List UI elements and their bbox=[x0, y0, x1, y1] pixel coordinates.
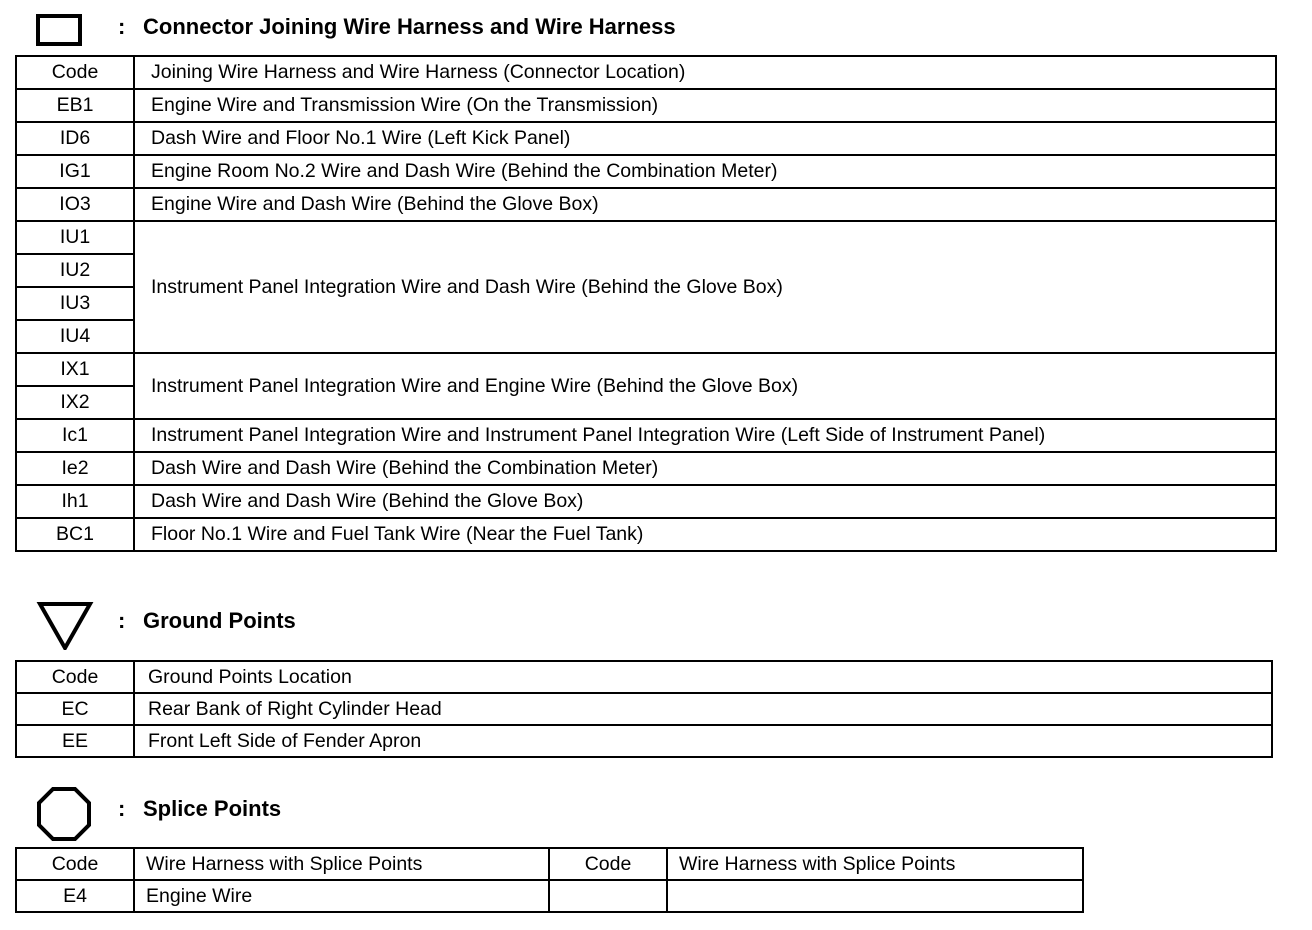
connector-table bbox=[15, 55, 1277, 552]
table-row bbox=[16, 221, 1276, 254]
connector-code: IG1 bbox=[16, 155, 134, 188]
table-row bbox=[16, 485, 1276, 518]
connector-location: Instrument Panel Integration Wire and Instrument Panel Integration Wire (Left Side of Instrument Panel) bbox=[134, 419, 1276, 452]
ground-location: Front Left Side of Fender Apron bbox=[134, 725, 1272, 757]
table-row bbox=[16, 122, 1276, 155]
connector-location: Instrument Panel Integration Wire and Dash Wire (Behind the Glove Box) bbox=[134, 221, 1276, 353]
connector-code: BC1 bbox=[16, 518, 134, 551]
connector-code: IX1 bbox=[16, 353, 134, 386]
table-row bbox=[16, 188, 1276, 221]
connector-location: Dash Wire and Floor No.1 Wire (Left Kick Panel) bbox=[134, 122, 1276, 155]
connector-code: IO3 bbox=[16, 188, 134, 221]
splice-table-header-row bbox=[16, 848, 1083, 880]
table-row bbox=[16, 452, 1276, 485]
connector-location: Engine Wire and Transmission Wire (On the Transmission) bbox=[134, 89, 1276, 122]
splice-section-colon: : bbox=[118, 796, 126, 821]
table-row bbox=[16, 155, 1276, 188]
splice-harness bbox=[667, 880, 1083, 912]
splice-section-title: Splice Points bbox=[143, 796, 282, 821]
connector-section-header bbox=[36, 8, 796, 58]
splice-header-harness: Wire Harness with Splice Points bbox=[667, 848, 1083, 880]
connector-location: Dash Wire and Dash Wire (Behind the Combination Meter) bbox=[134, 452, 1276, 485]
table-row bbox=[16, 725, 1272, 757]
connector-code: ID6 bbox=[16, 122, 134, 155]
ground-header-code: Code bbox=[16, 661, 134, 693]
connector-code: IU1 bbox=[16, 221, 134, 254]
splice-harness: Engine Wire bbox=[134, 880, 549, 912]
splice-octagon-icon bbox=[36, 786, 92, 842]
table-row bbox=[16, 693, 1272, 725]
table-row bbox=[16, 89, 1276, 122]
ground-section-colon: : bbox=[118, 608, 126, 633]
ground-table-header-row bbox=[16, 661, 1272, 693]
connector-header-code: Code bbox=[16, 56, 134, 89]
splice-header-code: Code bbox=[549, 848, 667, 880]
ground-code: EE bbox=[16, 725, 134, 757]
connector-location: Engine Wire and Dash Wire (Behind the Glove Box) bbox=[134, 188, 1276, 221]
ground-header-location: Ground Points Location bbox=[134, 661, 1272, 693]
table-row bbox=[16, 353, 1276, 386]
ground-table bbox=[15, 660, 1273, 758]
connector-code: EB1 bbox=[16, 89, 134, 122]
connector-section-colon: : bbox=[118, 14, 126, 39]
splice-code bbox=[549, 880, 667, 912]
ground-section-header bbox=[36, 600, 436, 650]
splice-section-header bbox=[36, 786, 436, 836]
connector-table-header-row bbox=[16, 56, 1276, 89]
connector-code: Ie2 bbox=[16, 452, 134, 485]
connector-code: IU2 bbox=[16, 254, 134, 287]
connector-header-location: Joining Wire Harness and Wire Harness (Connector Location) bbox=[134, 56, 1276, 89]
connector-code: IU3 bbox=[16, 287, 134, 320]
connector-location: Instrument Panel Integration Wire and Engine Wire (Behind the Glove Box) bbox=[134, 353, 1276, 419]
connector-code: Ic1 bbox=[16, 419, 134, 452]
connector-location: Dash Wire and Dash Wire (Behind the Glove Box) bbox=[134, 485, 1276, 518]
ground-section-title: Ground Points bbox=[143, 608, 296, 633]
connector-code: Ih1 bbox=[16, 485, 134, 518]
connector-code: IX2 bbox=[16, 386, 134, 419]
splice-header-harness: Wire Harness with Splice Points bbox=[134, 848, 549, 880]
connector-location: Floor No.1 Wire and Fuel Tank Wire (Near the Fuel Tank) bbox=[134, 518, 1276, 551]
table-row bbox=[16, 419, 1276, 452]
ground-location: Rear Bank of Right Cylinder Head bbox=[134, 693, 1272, 725]
connector-code: IU4 bbox=[16, 320, 134, 353]
connector-location: Engine Room No.2 Wire and Dash Wire (Behind the Combination Meter) bbox=[134, 155, 1276, 188]
splice-header-code: Code bbox=[16, 848, 134, 880]
splice-table bbox=[15, 847, 1084, 913]
connector-section-title: Connector Joining Wire Harness and Wire Harness bbox=[143, 14, 676, 39]
ground-code: EC bbox=[16, 693, 134, 725]
table-row bbox=[16, 518, 1276, 551]
connector-square-icon bbox=[36, 8, 84, 48]
splice-code: E4 bbox=[16, 880, 134, 912]
ground-triangle-icon bbox=[36, 600, 96, 650]
table-row bbox=[16, 880, 1083, 912]
